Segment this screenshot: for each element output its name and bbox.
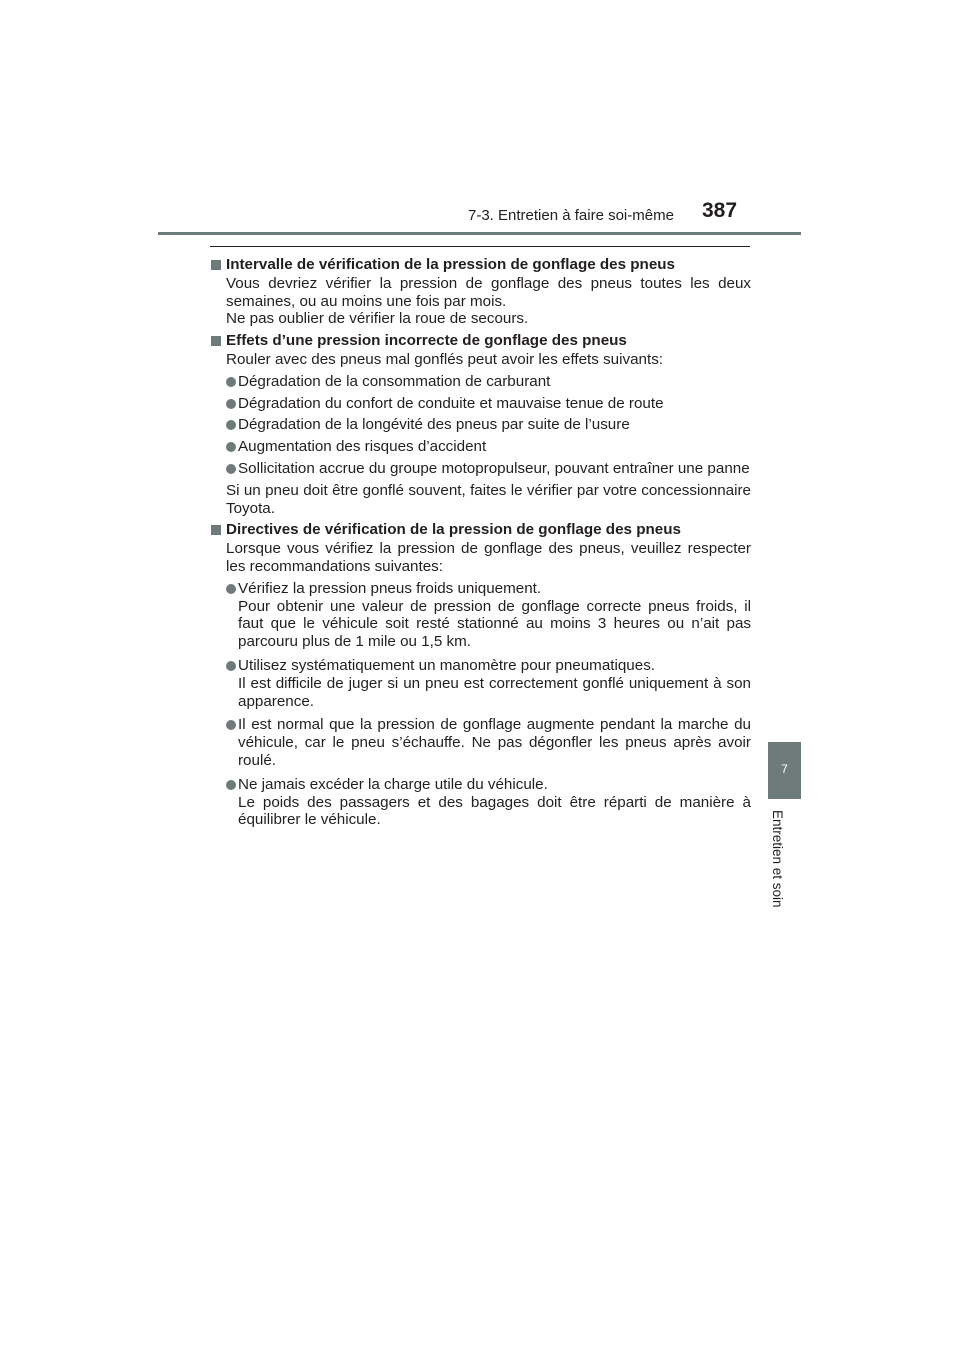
paragraph: Si un pneu doit être gonflé souvent, faites le vérifier par votre concessionnaire Toyota.: [226, 481, 751, 517]
content-top-rule: [210, 246, 750, 247]
list-item: Dégradation de la longévité des pneus par suite de l’usure: [226, 416, 751, 434]
header-rule: [158, 232, 801, 235]
paragraph: Lorsque vous vérifiez la pression de gonflage des pneus, veuillez respecter les recommandations suivantes:: [226, 540, 751, 575]
list-item: Vérifiez la pression pneus froids uniquement. Pour obtenir une valeur de pression de gonflage correcte pneus froids, il faut que le véhicule soit resté stationné au moins 3 heures ou n’ait pas parcouru plus de 1 mile ou 1,5 km.: [226, 580, 751, 651]
round-bullet-icon: [226, 584, 236, 594]
section-heading: Intervalle de vérification de la pression de gonflage des pneus: [211, 256, 751, 274]
section-heading: Directives de vérification de la pression de gonflage des pneus: [211, 521, 751, 539]
list-item: Augmentation des risques d’accident: [226, 438, 751, 456]
round-bullet-icon: [226, 464, 236, 474]
round-bullet-icon: [226, 720, 236, 730]
main-content: [211, 256, 751, 829]
chapter-label: Entretien et soin: [770, 810, 785, 908]
round-bullet-icon: [226, 399, 236, 409]
section-title: 7-3. Entretien à faire soi-même: [468, 207, 674, 224]
paragraph: Rouler avec des pneus mal gonflés peut avoir les effets suivants:: [226, 350, 664, 368]
paragraph: Vous devriez vérifier la pression de gonflage des pneus toutes les deux semaines, ou au moins une fois par mois.: [226, 274, 751, 310]
chapter-tab: [768, 742, 801, 799]
list-item: Ne jamais excéder la charge utile du véhicule. Le poids des passagers et des bagages doit être réparti de manière à équilibrer le véhicule.: [226, 776, 751, 829]
list-item: Il est normal que la pression de gonflage augmente pendant la marche du véhicule, car le pneu s’échauffe. Ne pas dégonfler les pneus après avoir roulé.: [226, 716, 751, 769]
list-item: Sollicitation accrue du groupe motopropulseur, pouvant entraîner une panne: [226, 460, 751, 478]
paragraph: Ne pas oublier de vérifier la roue de secours.: [226, 310, 529, 328]
round-bullet-icon: [226, 780, 236, 790]
square-bullet-icon: [211, 525, 221, 535]
square-bullet-icon: [211, 336, 221, 346]
chapter-number: 7: [781, 762, 788, 776]
list-item: Utilisez systématiquement un manomètre pour pneumatiques. Il est difficile de juger si un pneu est correctement gonflé uniquement à son apparence.: [226, 657, 751, 710]
round-bullet-icon: [226, 442, 236, 452]
section-heading: Effets d’une pression incorrecte de gonflage des pneus: [211, 332, 751, 350]
square-bullet-icon: [211, 260, 221, 270]
round-bullet-icon: [226, 661, 236, 671]
round-bullet-icon: [226, 377, 236, 387]
list-item: Dégradation du confort de conduite et mauvaise tenue de route: [226, 395, 751, 413]
list-item: Dégradation de la consommation de carburant: [226, 373, 751, 391]
round-bullet-icon: [226, 420, 236, 430]
page-number: 387: [702, 199, 738, 222]
